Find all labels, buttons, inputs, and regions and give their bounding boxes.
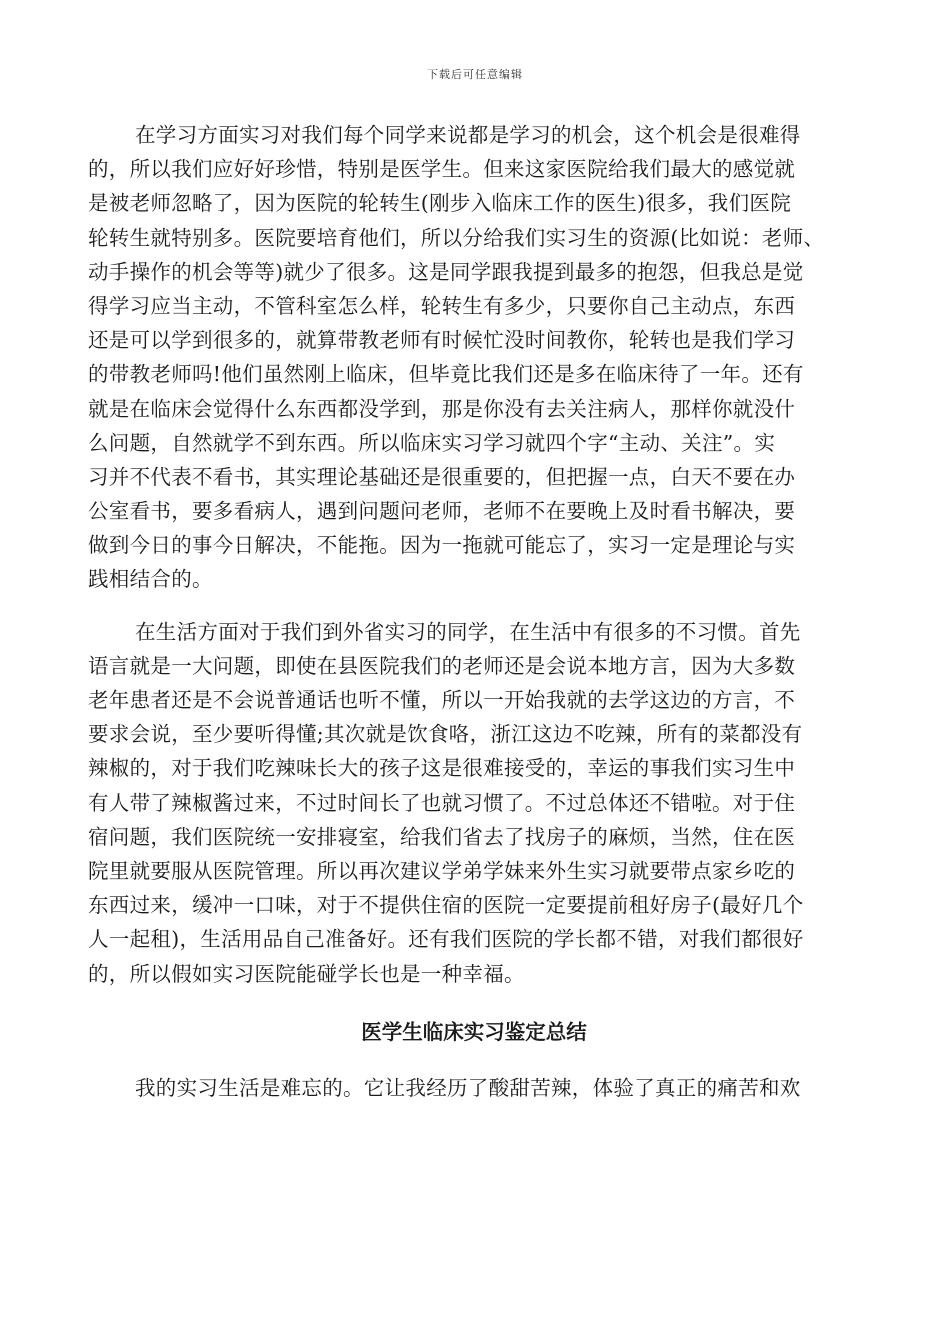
paragraph-line: 的，所以假如实习医院能碰学长也是一种幸福。 — [88, 961, 525, 986]
paragraph-line: 语言就是一大问题，即使在县医院我们的老师还是会说本地方言，因为大多数 — [88, 653, 796, 678]
paragraph-line: 的带教老师吗!他们虽然刚上临床，但毕竟比我们还是多在临床待了一年。还有 — [88, 362, 804, 387]
paragraph-line: 践相结合的。 — [88, 567, 213, 592]
paragraph-gap — [88, 597, 860, 615]
page-header: 下载后可任意编辑 — [427, 68, 523, 81]
paragraph-line: 就是在临床会觉得什么东西都没学到，那是你没有去关注病人，那样你就没什 — [88, 396, 796, 421]
paragraph-line: 习并不代表不看书，其实理论基础还是很重要的，但把握一点，白天不要在办 — [88, 464, 796, 489]
paragraph-line: 老年患者还是不会说普通话也听不懂，所以一开始我就的去学这边的方言，不 — [88, 688, 796, 712]
paragraph-line: 还是可以学到很多的，就算带教老师有时候忙没时间教你，轮转也是我们学习 — [88, 328, 796, 353]
paragraph-line: 是被老师忽略了，因为医院的轮转生(刚步入临床工作的医生)很多，我们医院 — [88, 191, 791, 216]
paragraph-line: 得学习应当主动，不管科室怎么样，轮转生有多少，只要你自己主动点，东西 — [88, 293, 796, 318]
paragraph-life — [88, 615, 860, 991]
paragraph-line: 做到今日的事今日解决，不能拖。因为一拖就可能忘了，实习一定是理论与实 — [88, 533, 796, 558]
section-title: 医学生临床实习鉴定总结 — [361, 1019, 587, 1044]
paragraph-line: 人一起租)，生活用品自己准备好。还有我们医院的学长都不错，对我们都很好 — [88, 927, 804, 952]
paragraph-line: 轮转生就特别多。医院要培育他们，所以分给我们实习生的资源(比如说：老师、 — [88, 225, 825, 250]
paragraph-line: 在学习方面实习对我们每个同学来说都是学习的机会，这个机会是很难得 — [135, 123, 801, 147]
paragraph-line: 院里就要服从医院管理。所以再次建议学弟学妹来外生实习就要带点家乡吃的 — [88, 858, 796, 883]
paragraph-line: 我的实习生活是难忘的。它让我经历了酸甜苦辣，体验了真正的痛苦和欢 — [135, 1075, 801, 1100]
paragraph-line: 么问题，自然就学不到东西。所以临床实习学习就四个字“主动、关注”。实 — [88, 430, 776, 455]
paragraph-line: 辣椒的，对于我们吃辣味长大的孩子这是很难接受的，幸运的事我们实习生中 — [88, 756, 796, 781]
paragraph-line: 东西过来，缓冲一口味，对于不提供住宿的医院一定要提前租好房子(最好几个 — [88, 893, 804, 918]
paragraph-summary — [88, 1071, 860, 1105]
paragraph-line: 要求会说，至少要听得懂;其次就是饮食咯，浙江这边不吃辣，所有的菜都没有 — [88, 722, 803, 747]
paragraph-study — [88, 118, 860, 597]
paragraph-line: 宿问题，我们医院统一安排寝室，给我们省去了找房子的麻烦，当然，住在医 — [88, 824, 796, 849]
paragraph-line: 动手操作的机会等等)就少了很多。这是同学跟我提到最多的抱怨，但我总是觉 — [88, 259, 804, 284]
paragraph-line: 的，所以我们应好好珍惜，特别是医学生。但来这家医院给我们最大的感觉就 — [88, 157, 796, 182]
paragraph-line: 公室看书，要多看病人，遇到问题问老师，老师不在要晚上及时看书解决，要 — [88, 499, 796, 524]
document-body — [88, 118, 860, 1105]
paragraph-gap — [88, 991, 860, 1009]
paragraph-line: 在生活方面对于我们到外省实习的同学，在生活中有很多的不习惯。首先 — [135, 619, 801, 644]
paragraph-line: 有人带了辣椒酱过来，不过时间长了也就习惯了。不过总体还不错啦。对于住 — [88, 790, 796, 815]
